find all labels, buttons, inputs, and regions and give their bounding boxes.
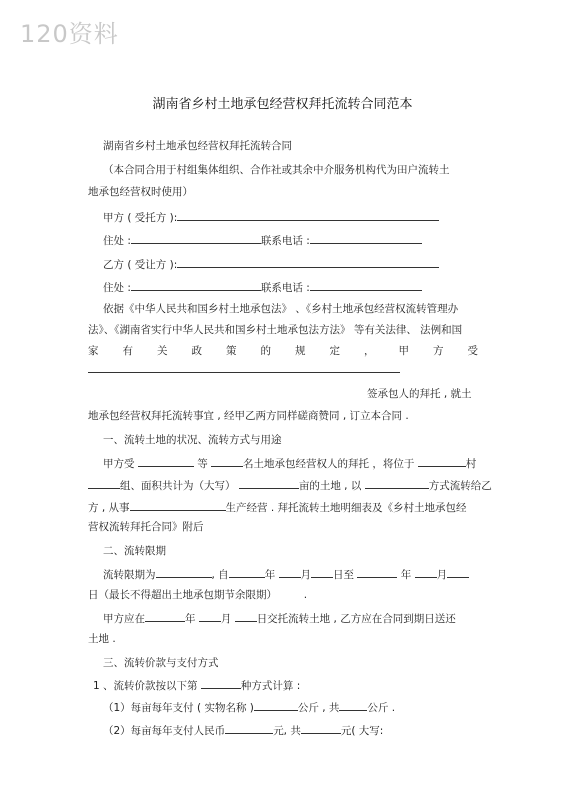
text: 流转限期为 [103, 569, 156, 581]
delegator-name-blank[interactable] [138, 455, 194, 467]
spread-char: 的 [260, 345, 271, 357]
party-a-phone-blank[interactable] [310, 232, 422, 244]
text: 公斤 . [367, 702, 396, 714]
section-3-heading: 三、流转价款与支付方式 [103, 657, 219, 669]
address-label: 住处 : [103, 282, 131, 294]
text: , 自 [211, 569, 229, 581]
spread-char: 关 [157, 345, 168, 357]
start-day-blank[interactable] [311, 566, 333, 578]
watermark: 120资料 [20, 20, 119, 48]
text: 方式流转给乙 [428, 480, 492, 492]
legal-basis-line-1: 依据《中华人民共和国乡村土地承包法》 、《乡村土地承包经营权流转管理办 [103, 303, 459, 315]
end-month-blank[interactable] [415, 566, 437, 578]
section-1-line-1 [103, 455, 476, 471]
text: 亩的土地 , 以 [298, 480, 362, 492]
legal-basis-line-3 [88, 344, 478, 358]
party-b-address-row [103, 279, 422, 295]
area-blank[interactable] [239, 477, 299, 489]
text: 组、面积共计为（大写） [120, 480, 236, 492]
party-b-address-blank[interactable] [131, 279, 261, 291]
section-1-line-2 [88, 477, 492, 493]
text: 年 [185, 613, 196, 625]
text: 日至 [333, 569, 355, 581]
address-label: 住处 : [103, 235, 131, 247]
spread-char: 定 [329, 345, 340, 357]
text: （2）每亩每年支付人民币 [103, 725, 226, 737]
handover-day-blank[interactable] [235, 610, 257, 622]
section-2-heading: 二、流转限期 [103, 545, 166, 557]
start-year-blank[interactable] [229, 566, 265, 578]
spread-char: 甲 [398, 345, 409, 357]
text: （1）每亩每年支付 ( 实物名称 ) [103, 702, 254, 714]
text: 等 [197, 458, 208, 470]
party-a-label: 甲方 ( 受托方 ): [103, 212, 178, 224]
kind-amount-blank[interactable] [254, 699, 298, 711]
text: 生产经营 . 拜托流转土地明细表及《乡村土地承包经 [225, 502, 467, 514]
party-a-address-row [103, 232, 422, 248]
text: 月 [220, 613, 232, 625]
group-blank[interactable] [88, 477, 120, 489]
text: 1 、流转价款按以下第 [93, 680, 198, 692]
document-title: 湖南省乡村土地承包经营权拜托流转合同范本 [152, 97, 413, 112]
cash-total-blank[interactable] [301, 722, 341, 734]
section-3-line-1 [93, 677, 300, 693]
cash-amount-blank[interactable] [225, 722, 273, 734]
section-2-line-4: 土地 . [88, 633, 116, 645]
spread-char: 策 [226, 345, 237, 357]
spread-char: 有 [122, 345, 133, 357]
text: 种方式计算 : [240, 680, 301, 692]
text: 甲方受 [103, 458, 135, 470]
party-b-label: 乙方 ( 受让方 ): [103, 259, 178, 271]
legal-basis-line-4: 签承包人的拜托 , 就土 [367, 388, 472, 400]
kind-total-blank[interactable] [339, 699, 367, 711]
text: 方 , 从事 [88, 502, 130, 514]
business-blank[interactable] [130, 499, 226, 511]
spread-char: 规 [295, 345, 306, 357]
section-2-line-3 [103, 610, 456, 626]
scope-note-line-2: 地承包经营权时使用） [88, 186, 193, 198]
delegator-blank[interactable] [88, 372, 400, 373]
holder-count-blank[interactable] [211, 455, 243, 467]
legal-basis-line-2: 法》、《湖南省实行中华人民共和国乡村土地承包法方法》 等有关法律、 法例和国 [88, 324, 463, 336]
spread-char: ， [364, 345, 375, 357]
term-blank[interactable] [156, 566, 212, 578]
section-1-heading: 一、流转土地的状况、流转方式与用途 [103, 434, 282, 446]
text: 元, 共 [273, 725, 301, 737]
text: 年 [400, 569, 412, 581]
legal-basis-line-5: 地承包经营权拜托流转事宜 , 经甲乙两方同样磋商赞同 , 订立本合同 . [88, 410, 409, 422]
scope-note-line-1: （本合同合用于村组集体组织、合作社或其余中介服务机构代为田户流转土 [103, 164, 450, 176]
spread-char: 方 [433, 345, 444, 357]
text: 月 [436, 569, 448, 581]
start-month-blank[interactable] [279, 566, 301, 578]
text: 村 [465, 458, 477, 470]
text: . [303, 589, 308, 601]
contract-heading: 湖南省乡村土地承包经营权拜托流转合同 [103, 140, 292, 152]
text: 公斤 , 共 [297, 702, 340, 714]
party-b-row [103, 256, 439, 272]
section-2-line-2 [88, 588, 307, 602]
party-a-row [103, 209, 439, 225]
party-b-phone-blank[interactable] [310, 279, 422, 291]
handover-month-blank[interactable] [199, 610, 221, 622]
section-2-line-1 [103, 566, 469, 582]
section-3-line-3 [103, 722, 383, 738]
section-1-line-3 [88, 499, 467, 515]
party-a-blank[interactable] [177, 209, 439, 221]
method-number-blank[interactable] [201, 677, 241, 689]
spread-char: 家 [88, 345, 99, 357]
spread-char: 政 [191, 345, 202, 357]
text: 日交托流转土地 , 乙方应在合同到期日送还 [256, 613, 456, 625]
text: 元( 大写: [340, 725, 384, 737]
handover-year-blank[interactable] [145, 610, 185, 622]
text: 年 [264, 569, 276, 581]
section-3-line-2 [103, 699, 395, 715]
text: 日（最长不得超出土地承包期节余限期） [88, 589, 277, 601]
text: 甲方应在 [103, 613, 145, 625]
section-1-line-4: 营权流转拜托合同》附后 [88, 521, 204, 533]
text: 月 [300, 569, 312, 581]
phone-label: 联系电话 : [260, 282, 310, 294]
party-a-address-blank[interactable] [131, 232, 261, 244]
text: 名土地承包经营权人的拜托 ，将位于 [243, 458, 415, 470]
phone-label: 联系电话 : [260, 235, 310, 247]
end-year-blank[interactable] [357, 566, 397, 578]
transfer-method-blank[interactable] [365, 477, 429, 489]
spread-char: 受 [467, 345, 478, 357]
end-day-blank[interactable] [447, 566, 469, 578]
village-blank[interactable] [418, 455, 466, 467]
party-b-blank[interactable] [177, 256, 439, 268]
